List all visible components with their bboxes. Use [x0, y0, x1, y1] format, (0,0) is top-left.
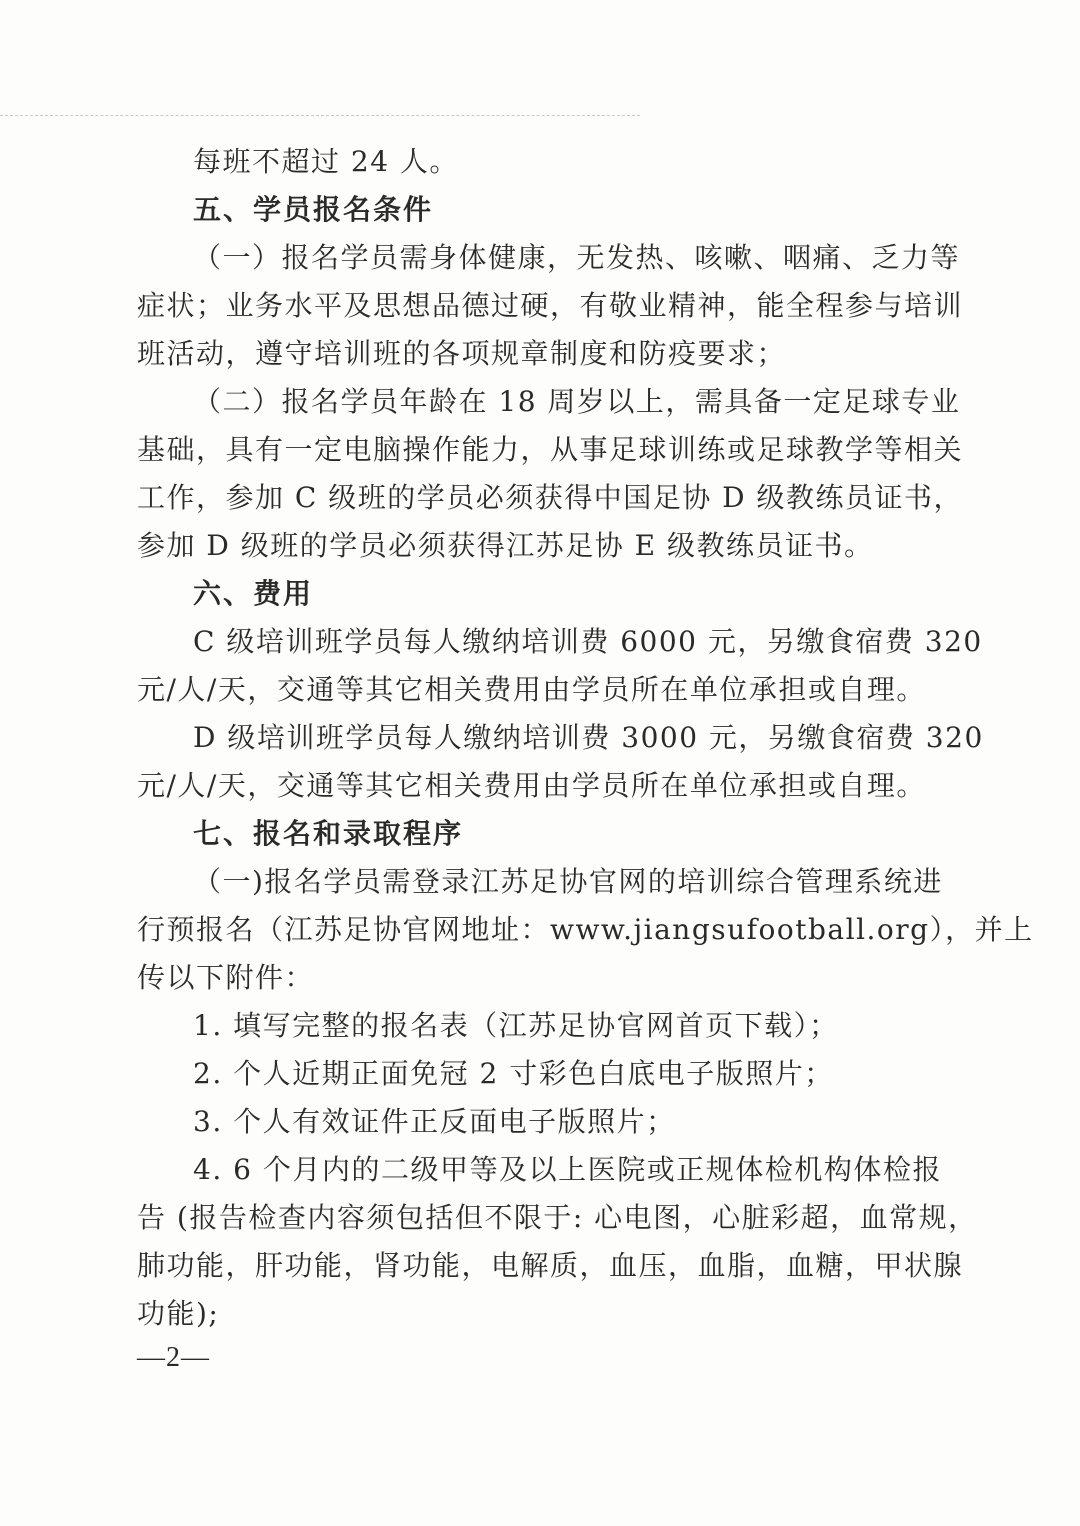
body-line: （一）报名学员需身体健康，无发热、咳嗽、咽痛、乏力等 — [193, 241, 961, 274]
document-body — [137, 138, 1034, 1338]
body-line: 元/人/天，交通等其它相关费用由学员所在单位承担或自理。 — [137, 673, 926, 706]
body-line: 每班不超过 24 人。 — [193, 145, 459, 178]
list-item-4: 4. 6 个月内的二级甲等及以上医院或正规体检机构体检报 — [193, 1153, 942, 1186]
body-line: 传以下附件： — [137, 961, 315, 994]
body-line: 元/人/天，交通等其它相关费用由学员所在单位承担或自理。 — [137, 769, 926, 802]
body-line: 症状；业务水平及思想品德过硬，有敬业精神，能全程参与培训 — [137, 289, 964, 322]
body-line: 告 (报告检查内容须包括但不限于: 心电图，心脏彩超，血常规， — [137, 1201, 978, 1234]
section-heading-7: 七、报名和录取程序 — [193, 817, 464, 850]
body-line: 参加 D 级班的学员必须获得江苏足协 E 级教练员证书。 — [137, 529, 874, 562]
list-item-1: 1. 填写完整的报名表（江苏足协官网首页下载）； — [193, 1009, 839, 1042]
body-line: C 级培训班学员每人缴纳培训费 6000 元，另缴食宿费 320 — [193, 625, 983, 658]
body-line: 肺功能，肝功能，肾功能，电解质，血压，血脂，血糖，甲状腺 — [137, 1249, 964, 1282]
body-line: 班活动，遵守培训班的各项规章制度和防疫要求； — [137, 337, 787, 370]
scan-artifact-rule — [0, 115, 640, 116]
body-line: 基础，具有一定电脑操作能力，从事足球训练或足球教学等相关 — [137, 433, 964, 466]
section-heading-5: 五、学员报名条件 — [193, 193, 434, 226]
body-line: D 级培训班学员每人缴纳培训费 3000 元，另缴食宿费 320 — [193, 721, 984, 754]
body-line: 行预报名（江苏足协官网地址：www.jiangsufootball.org），并上 — [137, 913, 1034, 946]
list-item-2: 2. 个人近期正面免冠 2 寸彩色白底电子版照片； — [193, 1057, 834, 1090]
body-line: 功能); — [137, 1297, 220, 1330]
list-item-3: 3. 个人有效证件正反面电子版照片； — [193, 1105, 676, 1138]
body-line: （二）报名学员年龄在 18 周岁以上，需具备一定足球专业 — [193, 385, 961, 418]
body-line: （一)报名学员需登录江苏足协官网的培训综合管理系统进 — [193, 865, 943, 898]
page-number: —2— — [137, 1342, 210, 1373]
body-line: 工作，参加 C 级班的学员必须获得中国足协 D 级教练员证书， — [137, 481, 963, 514]
section-heading-6: 六、费用 — [193, 577, 314, 610]
